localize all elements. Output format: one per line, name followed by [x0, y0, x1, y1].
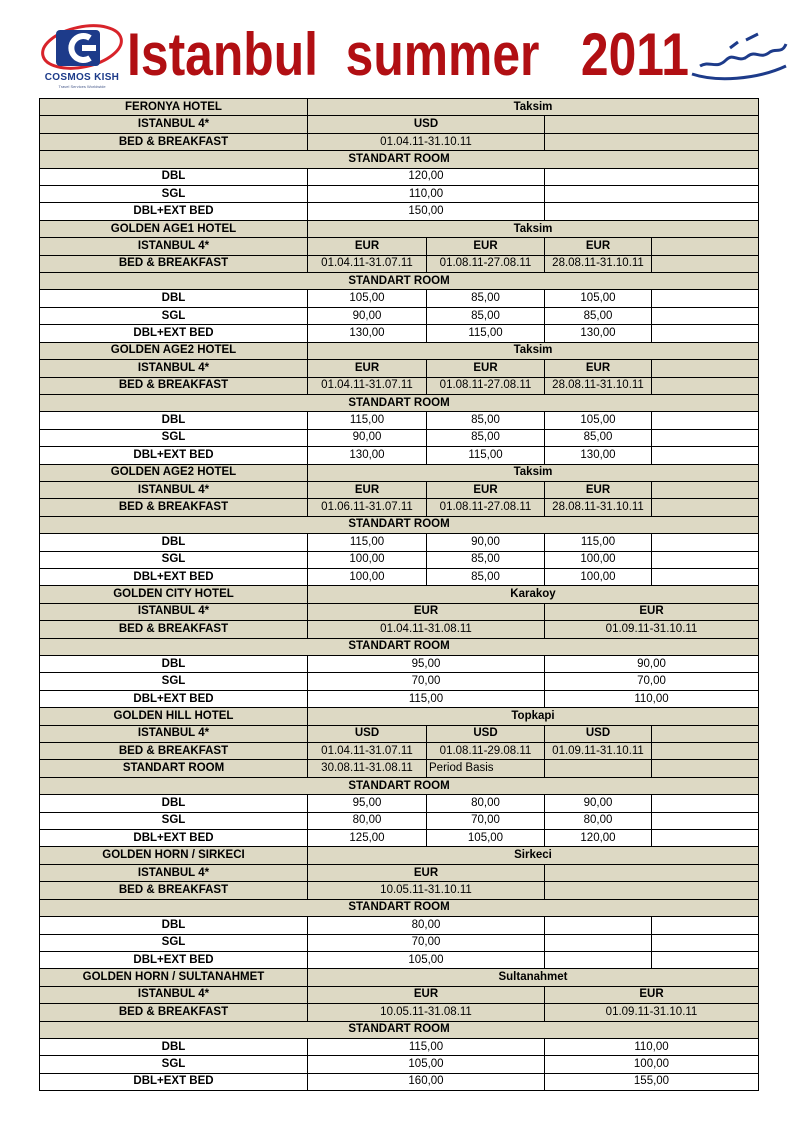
table-cell: 125,00 — [308, 830, 427, 847]
row-label-cell: ISTANBUL 4* — [40, 864, 308, 881]
table-row — [40, 255, 759, 272]
row-label-cell: GOLDEN HORN / SULTANAHMET — [40, 969, 308, 986]
table-cell: 30.08.11-31.08.11 — [308, 760, 427, 777]
table-cell: 01.09.11-31.10.11 — [545, 743, 652, 760]
farsi-brand-logo — [686, 30, 794, 88]
table-cell — [545, 951, 652, 968]
table-cell: 100,00 — [308, 551, 427, 568]
table-cell: 90,00 — [427, 534, 545, 551]
table-row — [40, 847, 759, 864]
row-label-cell: SGL — [40, 812, 308, 829]
table-row — [40, 760, 759, 777]
table-row — [40, 447, 759, 464]
table-cell: EUR — [427, 238, 545, 255]
table-cell — [652, 255, 759, 272]
table-cell — [545, 186, 759, 203]
table-row — [40, 499, 759, 516]
row-label-cell: DBL+EXT BED — [40, 951, 308, 968]
table-cell: 105,00 — [545, 290, 652, 307]
table-cell: 110,00 — [308, 186, 545, 203]
row-label-cell: DBL+EXT BED — [40, 1073, 308, 1090]
table-cell: 105,00 — [308, 951, 545, 968]
hotel-rate-table — [39, 98, 759, 1091]
table-row — [40, 864, 759, 881]
table-cell: 105,00 — [308, 290, 427, 307]
table-row — [40, 325, 759, 342]
table-cell: 01.08.11-27.08.11 — [427, 255, 545, 272]
table-cell — [652, 795, 759, 812]
table-cell — [652, 951, 759, 968]
row-label-cell: SGL — [40, 551, 308, 568]
table-row — [40, 882, 759, 899]
row-label-cell: DBL — [40, 290, 308, 307]
table-cell: 85,00 — [427, 290, 545, 307]
row-label-cell: DBL+EXT BED — [40, 690, 308, 707]
table-cell — [652, 307, 759, 324]
table-cell: Period Basis — [427, 760, 545, 777]
row-label-cell: DBL+EXT BED — [40, 325, 308, 342]
table-cell: 90,00 — [545, 795, 652, 812]
row-label-cell: GOLDEN HORN / SIRKECI — [40, 847, 308, 864]
table-cell: 115,00 — [308, 412, 427, 429]
row-label-cell: STANDART ROOM — [40, 516, 759, 533]
table-cell: 105,00 — [545, 412, 652, 429]
row-label-cell: BED & BREAKFAST — [40, 499, 308, 516]
table-cell: 80,00 — [308, 812, 427, 829]
row-label-cell: ISTANBUL 4* — [40, 360, 308, 377]
table-cell: 28.08.11-31.10.11 — [545, 499, 652, 516]
table-cell: 70,00 — [545, 673, 759, 690]
table-cell: 70,00 — [427, 812, 545, 829]
table-cell: USD — [545, 725, 652, 742]
table-cell: EUR — [545, 986, 759, 1003]
row-label-cell: DBL+EXT BED — [40, 568, 308, 585]
table-cell — [652, 760, 759, 777]
table-row — [40, 203, 759, 220]
brand-tagline: Travel Services Worldwide — [58, 84, 106, 89]
table-cell: 90,00 — [545, 656, 759, 673]
row-label-cell: ISTANBUL 4* — [40, 481, 308, 498]
table-cell: 80,00 — [308, 917, 545, 934]
table-row — [40, 377, 759, 394]
table-cell: 115,00 — [427, 447, 545, 464]
table-cell: 10.05.11-31.08.11 — [308, 1004, 545, 1021]
table-cell — [652, 481, 759, 498]
table-cell: 90,00 — [308, 307, 427, 324]
table-row — [40, 238, 759, 255]
table-cell: 28.08.11-31.10.11 — [545, 377, 652, 394]
table-row — [40, 290, 759, 307]
table-row — [40, 116, 759, 133]
table-row — [40, 812, 759, 829]
row-label-cell: FERONYA HOTEL — [40, 99, 308, 116]
table-cell: Karakoy — [308, 586, 759, 603]
table-row — [40, 360, 759, 377]
table-cell: 28.08.11-31.10.11 — [545, 255, 652, 272]
table-cell — [652, 238, 759, 255]
table-cell — [545, 760, 652, 777]
table-cell: 110,00 — [545, 1038, 759, 1055]
farsi-brand-text: کاسموس کیش — [740, 60, 747, 61]
table-cell: Taksim — [308, 464, 759, 481]
row-label-cell: STANDART ROOM — [40, 394, 759, 411]
table-row — [40, 969, 759, 986]
row-label-cell: SGL — [40, 934, 308, 951]
table-cell — [652, 743, 759, 760]
row-label-cell: DBL — [40, 656, 308, 673]
page-title: Istanbul summer 2011 — [127, 20, 689, 88]
table-row — [40, 1021, 759, 1038]
table-cell: EUR — [427, 481, 545, 498]
table-row — [40, 743, 759, 760]
table-row — [40, 151, 759, 168]
row-label-cell: DBL — [40, 1038, 308, 1055]
table-row — [40, 690, 759, 707]
table-cell — [652, 412, 759, 429]
table-row — [40, 1073, 759, 1090]
row-label-cell: STANDART ROOM — [40, 899, 759, 916]
row-label-cell: GOLDEN HILL HOTEL — [40, 708, 308, 725]
table-cell: 85,00 — [545, 307, 652, 324]
table-cell: 85,00 — [427, 568, 545, 585]
table-cell: 130,00 — [308, 325, 427, 342]
table-cell: 115,00 — [427, 325, 545, 342]
table-cell — [652, 360, 759, 377]
table-row — [40, 725, 759, 742]
table-cell: EUR — [545, 238, 652, 255]
table-cell: 01.04.11-31.07.11 — [308, 743, 427, 760]
table-cell — [652, 290, 759, 307]
table-row — [40, 307, 759, 324]
table-row — [40, 777, 759, 794]
table-cell — [652, 429, 759, 446]
row-label-cell: ISTANBUL 4* — [40, 238, 308, 255]
row-label-cell: ISTANBUL 4* — [40, 725, 308, 742]
table-cell: EUR — [308, 360, 427, 377]
table-cell: Sirkeci — [308, 847, 759, 864]
table-cell: EUR — [308, 986, 545, 1003]
table-cell — [652, 934, 759, 951]
table-cell: 85,00 — [427, 429, 545, 446]
row-label-cell: SGL — [40, 429, 308, 446]
table-cell — [652, 830, 759, 847]
table-cell: 95,00 — [308, 656, 545, 673]
table-row — [40, 603, 759, 620]
row-label-cell: DBL+EXT BED — [40, 203, 308, 220]
table-row — [40, 673, 759, 690]
table-row — [40, 638, 759, 655]
page-header — [0, 0, 800, 96]
table-cell: 155,00 — [545, 1073, 759, 1090]
table-cell — [652, 447, 759, 464]
table-cell: 160,00 — [308, 1073, 545, 1090]
table-cell: 10.05.11-31.10.11 — [308, 882, 545, 899]
row-label-cell: SGL — [40, 673, 308, 690]
table-cell: 90,00 — [308, 429, 427, 446]
table-cell — [545, 864, 759, 881]
table-cell: 01.04.11-31.10.11 — [308, 133, 545, 150]
row-label-cell: ISTANBUL 4* — [40, 986, 308, 1003]
table-row — [40, 186, 759, 203]
table-row — [40, 917, 759, 934]
table-cell: 01.08.11-29.08.11 — [427, 743, 545, 760]
row-label-cell: DBL — [40, 534, 308, 551]
table-cell: 115,00 — [308, 690, 545, 707]
table-cell: 120,00 — [545, 830, 652, 847]
table-row — [40, 795, 759, 812]
table-cell: EUR — [427, 360, 545, 377]
table-cell: 130,00 — [545, 447, 652, 464]
table-cell — [652, 377, 759, 394]
table-row — [40, 168, 759, 185]
table-row — [40, 951, 759, 968]
table-row — [40, 1038, 759, 1055]
table-row — [40, 656, 759, 673]
table-cell: EUR — [545, 603, 759, 620]
table-cell — [545, 203, 759, 220]
row-label-cell: DBL+EXT BED — [40, 830, 308, 847]
row-label-cell: BED & BREAKFAST — [40, 1004, 308, 1021]
row-label-cell: DBL — [40, 168, 308, 185]
table-cell: 01.04.11-31.07.11 — [308, 255, 427, 272]
row-label-cell: DBL — [40, 412, 308, 429]
table-cell: USD — [308, 725, 427, 742]
table-row — [40, 1004, 759, 1021]
brand-name: COSMOS KISH — [44, 72, 120, 83]
table-cell — [652, 534, 759, 551]
table-cell: Taksim — [308, 99, 759, 116]
table-row — [40, 899, 759, 916]
table-cell: 01.06.11-31.07.11 — [308, 499, 427, 516]
table-cell: 100,00 — [545, 1056, 759, 1073]
table-row — [40, 986, 759, 1003]
row-label-cell: STANDART ROOM — [40, 1021, 759, 1038]
table-row — [40, 586, 759, 603]
table-row — [40, 464, 759, 481]
row-label-cell: ISTANBUL 4* — [40, 603, 308, 620]
table-cell — [652, 725, 759, 742]
row-label-cell: BED & BREAKFAST — [40, 621, 308, 638]
table-row — [40, 621, 759, 638]
table-row — [40, 412, 759, 429]
table-row — [40, 830, 759, 847]
table-cell: 120,00 — [308, 168, 545, 185]
table-cell: 01.09.11-31.10.11 — [545, 1004, 759, 1021]
table-cell: 80,00 — [545, 812, 652, 829]
table-cell: EUR — [545, 360, 652, 377]
row-label-cell: SGL — [40, 1056, 308, 1073]
row-label-cell: DBL+EXT BED — [40, 447, 308, 464]
row-label-cell: STANDART ROOM — [40, 151, 759, 168]
row-label-cell: SGL — [40, 186, 308, 203]
table-cell — [545, 934, 652, 951]
table-cell: 80,00 — [427, 795, 545, 812]
table-cell — [545, 917, 652, 934]
table-cell: 85,00 — [427, 551, 545, 568]
table-cell: 85,00 — [427, 307, 545, 324]
table-cell: Taksim — [308, 220, 759, 237]
table-cell — [652, 551, 759, 568]
table-cell: 95,00 — [308, 795, 427, 812]
table-cell: 01.08.11-27.08.11 — [427, 499, 545, 516]
row-label-cell: BED & BREAKFAST — [40, 133, 308, 150]
table-cell: 01.04.11-31.07.11 — [308, 377, 427, 394]
row-label-cell: STANDART ROOM — [40, 273, 759, 290]
table-cell: EUR — [308, 481, 427, 498]
table-cell: 70,00 — [308, 673, 545, 690]
table-cell: 105,00 — [308, 1056, 545, 1073]
row-label-cell: STANDART ROOM — [40, 638, 759, 655]
table-cell: USD — [308, 116, 545, 133]
table-row — [40, 133, 759, 150]
table-row — [40, 273, 759, 290]
row-label-cell: ISTANBUL 4* — [40, 116, 308, 133]
table-cell: 115,00 — [308, 534, 427, 551]
table-cell — [652, 812, 759, 829]
row-label-cell: STANDART ROOM — [40, 760, 308, 777]
table-cell: 01.08.11-27.08.11 — [427, 377, 545, 394]
table-row — [40, 429, 759, 446]
table-cell: Topkapi — [308, 708, 759, 725]
table-cell: 115,00 — [545, 534, 652, 551]
table-cell: Sultanahmet — [308, 969, 759, 986]
table-cell — [652, 325, 759, 342]
table-cell: EUR — [308, 603, 545, 620]
table-row — [40, 394, 759, 411]
table-row — [40, 220, 759, 237]
row-label-cell: GOLDEN AGE1 HOTEL — [40, 220, 308, 237]
table-row — [40, 516, 759, 533]
table-row — [40, 568, 759, 585]
table-row — [40, 99, 759, 116]
table-cell: 85,00 — [545, 429, 652, 446]
table-cell: EUR — [308, 238, 427, 255]
table-row — [40, 708, 759, 725]
table-cell — [545, 133, 759, 150]
row-label-cell: STANDART ROOM — [40, 777, 759, 794]
table-cell: 100,00 — [545, 551, 652, 568]
row-label-cell: BED & BREAKFAST — [40, 743, 308, 760]
table-cell: 150,00 — [308, 203, 545, 220]
table-cell: EUR — [545, 481, 652, 498]
table-cell: 110,00 — [545, 690, 759, 707]
row-label-cell: DBL — [40, 917, 308, 934]
table-row — [40, 481, 759, 498]
table-cell: EUR — [308, 864, 545, 881]
row-label-cell: DBL — [40, 795, 308, 812]
table-cell: 105,00 — [427, 830, 545, 847]
table-cell: 100,00 — [308, 568, 427, 585]
row-label-cell: GOLDEN AGE2 HOTEL — [40, 464, 308, 481]
table-cell — [652, 499, 759, 516]
table-cell: 01.09.11-31.10.11 — [545, 621, 759, 638]
table-cell: Taksim — [308, 342, 759, 359]
table-row — [40, 534, 759, 551]
table-cell: 130,00 — [308, 447, 427, 464]
table-cell: 85,00 — [427, 412, 545, 429]
table-cell — [545, 882, 759, 899]
table-row — [40, 1056, 759, 1073]
table-cell: 115,00 — [308, 1038, 545, 1055]
table-cell: USD — [427, 725, 545, 742]
table-cell — [652, 568, 759, 585]
table-cell — [545, 168, 759, 185]
table-cell — [652, 917, 759, 934]
row-label-cell: GOLDEN CITY HOTEL — [40, 586, 308, 603]
row-label-cell: SGL — [40, 307, 308, 324]
table-row — [40, 934, 759, 951]
row-label-cell: BED & BREAKFAST — [40, 255, 308, 272]
table-row — [40, 342, 759, 359]
table-cell: 130,00 — [545, 325, 652, 342]
table-cell — [545, 116, 759, 133]
row-label-cell: GOLDEN AGE2 HOTEL — [40, 342, 308, 359]
row-label-cell: BED & BREAKFAST — [40, 377, 308, 394]
table-cell: 01.04.11-31.08.11 — [308, 621, 545, 638]
table-row — [40, 551, 759, 568]
row-label-cell: BED & BREAKFAST — [40, 882, 308, 899]
table-cell: 70,00 — [308, 934, 545, 951]
table-cell: 100,00 — [545, 568, 652, 585]
